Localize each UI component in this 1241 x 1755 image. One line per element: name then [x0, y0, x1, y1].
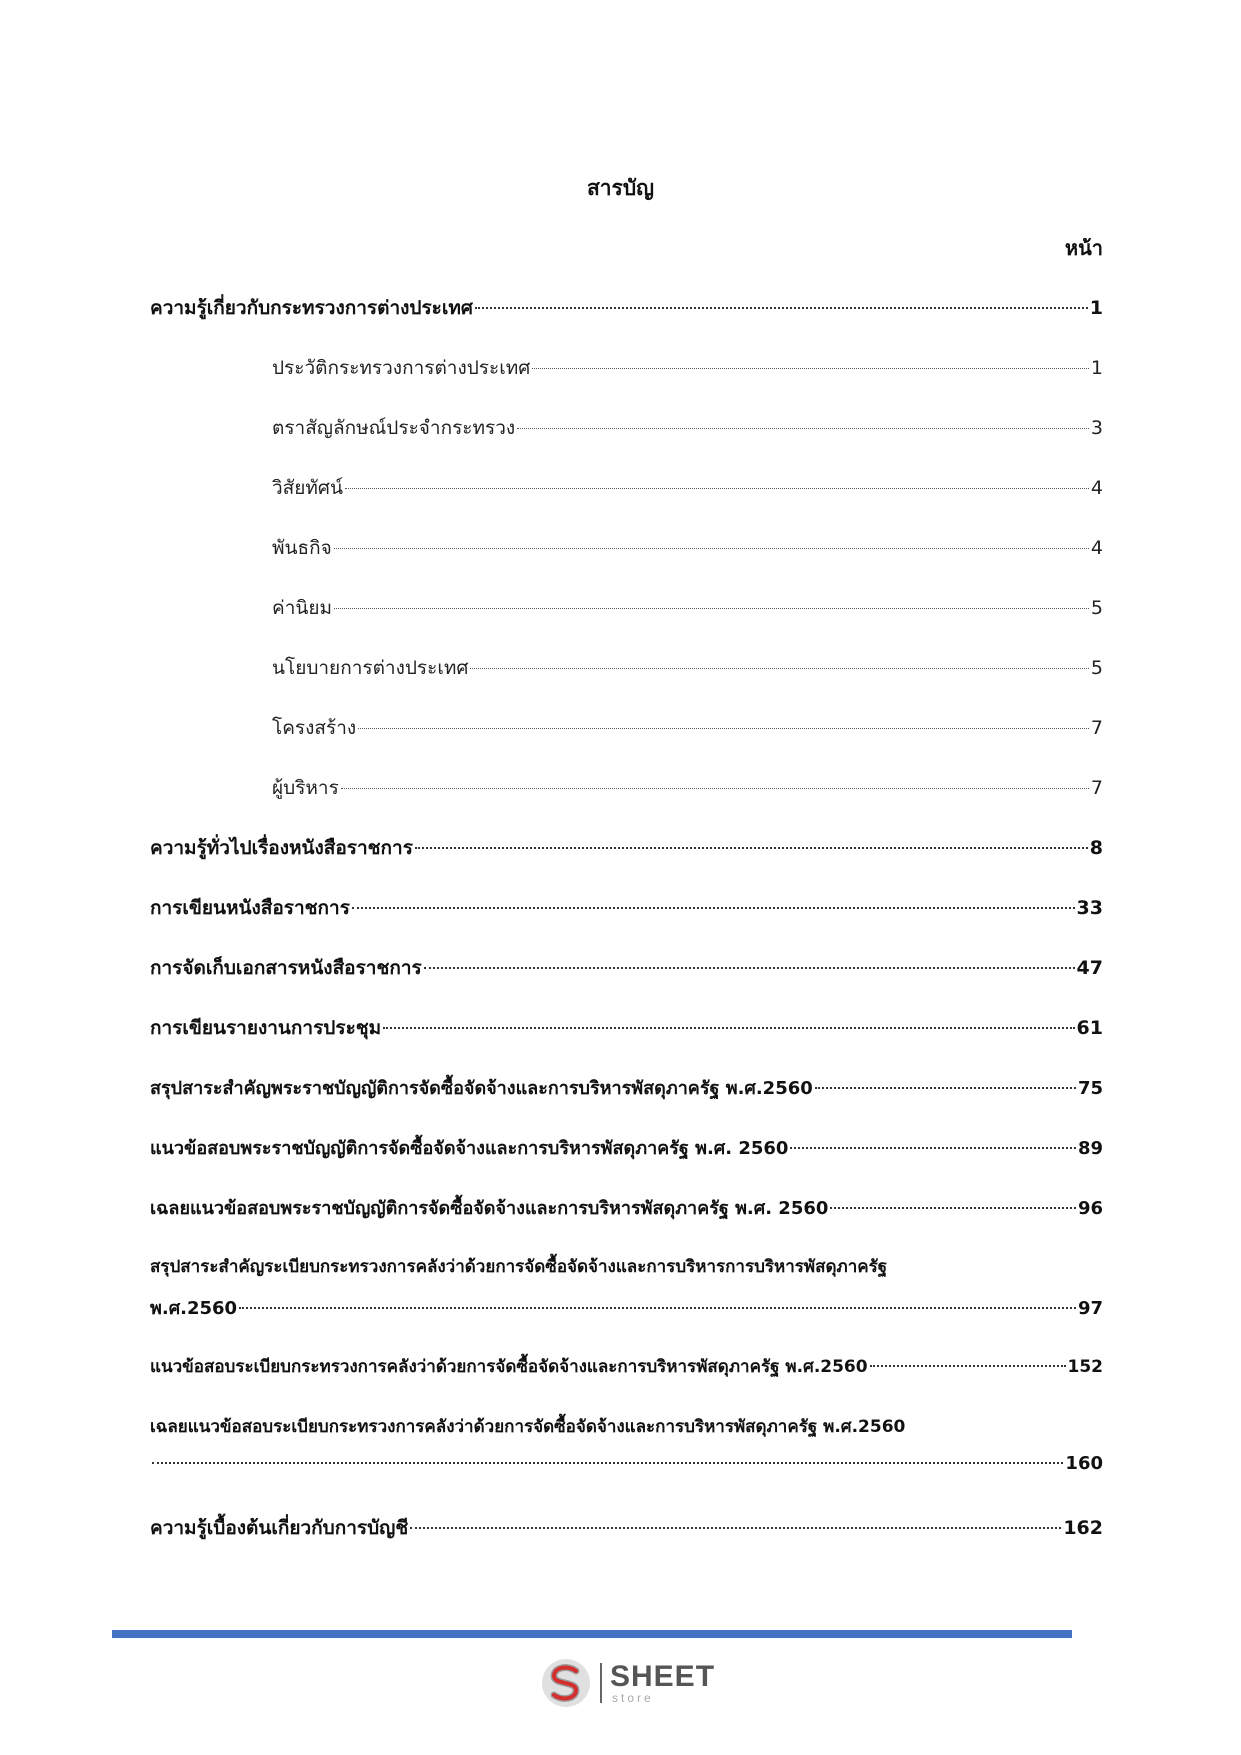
toc-entry-page: 89	[1077, 1138, 1103, 1159]
dot-leader	[517, 427, 1089, 429]
dot-leader	[152, 1461, 1063, 1464]
toc-entry-label: พ.ศ.2560	[150, 1298, 238, 1319]
toc-entry[interactable]	[150, 1353, 1103, 1385]
dot-leader	[383, 1026, 1074, 1029]
toc-entry-label: พันธกิจ	[272, 537, 332, 559]
dot-leader	[345, 487, 1089, 489]
brand-logo	[540, 1655, 720, 1711]
dot-leader	[424, 966, 1075, 969]
toc-entry-page: 5	[1090, 597, 1103, 619]
toc-entry-page: 7	[1090, 777, 1103, 799]
toc-entry-label: ความรู้เกี่ยวกับกระทรวงการต่างประเทศ	[150, 297, 473, 319]
toc-entry-page: 7	[1090, 717, 1103, 739]
toc-entry-label: แนวข้อสอบระเบียบกระทรวงการคลังว่าด้วยการจัดซื้อจัดจ้างและการบริหารพัสดุภาครัฐ พ.ศ.2560	[150, 1357, 868, 1377]
page-column-label: หน้า	[1064, 236, 1103, 260]
toc-entry-label: สรุปสาระสำคัญพระราชบัญญัติการจัดซื้อจัดจ้างและการบริหารพัสดุภาครัฐ พ.ศ.2560	[150, 1078, 813, 1099]
toc-entry-page: 33	[1076, 897, 1103, 919]
dot-leader	[815, 1086, 1076, 1089]
dot-leader	[470, 667, 1089, 669]
dot-leader	[334, 547, 1089, 549]
toc-entry-label: การจัดเก็บเอกสารหนังสือราชการ	[150, 957, 422, 979]
toc-entry-label: การเขียนหนังสือราชการ	[150, 897, 350, 919]
toc-entry-label: นโยบายการต่างประเทศ	[272, 657, 469, 679]
dot-leader	[870, 1364, 1066, 1367]
toc-entry-page: 47	[1076, 957, 1103, 979]
toc-entry-page: 96	[1077, 1198, 1103, 1219]
toc-entry-page: 152	[1067, 1357, 1103, 1377]
toc-entry[interactable]	[150, 1513, 1103, 1545]
dot-leader	[790, 1146, 1076, 1149]
page-title: สารบัญ	[586, 176, 655, 200]
toc-entry-page: 4	[1090, 537, 1103, 559]
toc-entry-label: ค่านิยม	[272, 597, 333, 619]
toc-entry-page: 8	[1089, 837, 1103, 859]
toc-entry[interactable]	[150, 1193, 1103, 1225]
dot-leader	[830, 1206, 1076, 1209]
toc-entry-page: 162	[1063, 1517, 1103, 1539]
toc-subentry[interactable]	[272, 413, 1103, 445]
toc-entry-label: แนวข้อสอบพระราชบัญญัติการจัดซื้อจัดจ้างและการบริหารพัสดุภาครัฐ พ.ศ. 2560	[150, 1138, 789, 1159]
toc-entry[interactable]	[150, 893, 1103, 925]
footer-divider	[112, 1630, 1072, 1638]
toc-entry-label: วิสัยทัศน์	[272, 477, 343, 499]
dot-leader	[341, 787, 1089, 789]
dot-leader	[334, 607, 1089, 609]
dot-leader	[358, 727, 1089, 729]
toc-entry-page: 61	[1076, 1017, 1103, 1039]
toc-entry[interactable]	[150, 1293, 1103, 1325]
dot-leader	[475, 306, 1088, 309]
toc-entry[interactable]	[150, 1013, 1103, 1045]
toc-subentry[interactable]	[272, 773, 1103, 805]
toc-entry-page: 1	[1089, 297, 1103, 319]
dot-leader	[352, 906, 1075, 909]
toc-subentry[interactable]	[272, 353, 1103, 385]
sheet-store-logo-icon	[540, 1657, 592, 1709]
toc-entry[interactable]	[150, 1073, 1103, 1105]
dot-leader	[532, 367, 1089, 369]
toc-entry-page: 97	[1077, 1298, 1103, 1319]
logo-separator	[600, 1663, 602, 1703]
dot-leader	[415, 846, 1088, 849]
toc-entry-label: เฉลยแนวข้อสอบพระราชบัญญัติการจัดซื้อจัดจ้างและการบริหารพัสดุภาครัฐ พ.ศ. 2560	[150, 1198, 829, 1219]
toc-entry-label: ตราสัญลักษณ์ประจำกระทรวง	[272, 417, 516, 439]
toc-subentry[interactable]	[272, 653, 1103, 685]
toc-entry-label: การเขียนรายงานการประชุม	[150, 1017, 382, 1039]
toc-entry-page: 5	[1090, 657, 1103, 679]
toc-entry[interactable]	[150, 293, 1103, 325]
toc-subentry[interactable]	[272, 473, 1103, 505]
toc-entry-label: ความรู้เบื้องต้นเกี่ยวกับการบัญชี	[150, 1517, 409, 1539]
toc-entry-label-line1: สรุปสาระสำคัญระเบียบกระทรวงการคลังว่าด้วยการจัดซื้อจัดจ้างและการบริหารการบริหารพัสดุภาครัฐ	[150, 1257, 888, 1277]
toc-entry-page: 160	[1065, 1453, 1103, 1474]
toc-entry[interactable]	[150, 1453, 1103, 1485]
toc-entry-page: 75	[1077, 1078, 1103, 1099]
toc-entry-label: ความรู้ทั่วไปเรื่องหนังสือราชการ	[150, 837, 413, 859]
toc-entry[interactable]	[150, 953, 1103, 985]
toc-entry[interactable]	[150, 1133, 1103, 1165]
toc-entry-label: ผู้บริหาร	[272, 777, 339, 799]
toc-entry-page: 4	[1090, 477, 1103, 499]
toc-entry-label: โครงสร้าง	[272, 717, 357, 739]
toc-entry-label-line1: เฉลยแนวข้อสอบระเบียบกระทรวงการคลังว่าด้วยการจัดซื้อจัดจ้างและการบริหารพัสดุภาครัฐ พ.ศ.2560	[150, 1417, 906, 1437]
toc-entry-page: 1	[1090, 357, 1103, 379]
toc-entry[interactable]	[150, 833, 1103, 865]
brand-subtitle: store	[612, 1691, 654, 1705]
toc-subentry[interactable]	[272, 713, 1103, 745]
toc-entry-page: 3	[1090, 417, 1103, 439]
toc-entry-label: ประวัติกระทรวงการต่างประเทศ	[272, 357, 531, 379]
dot-leader	[239, 1306, 1076, 1309]
brand-name: SHEET	[610, 1660, 716, 1693]
toc-subentry[interactable]	[272, 533, 1103, 565]
toc-subentry[interactable]	[272, 593, 1103, 625]
dot-leader	[410, 1526, 1061, 1529]
